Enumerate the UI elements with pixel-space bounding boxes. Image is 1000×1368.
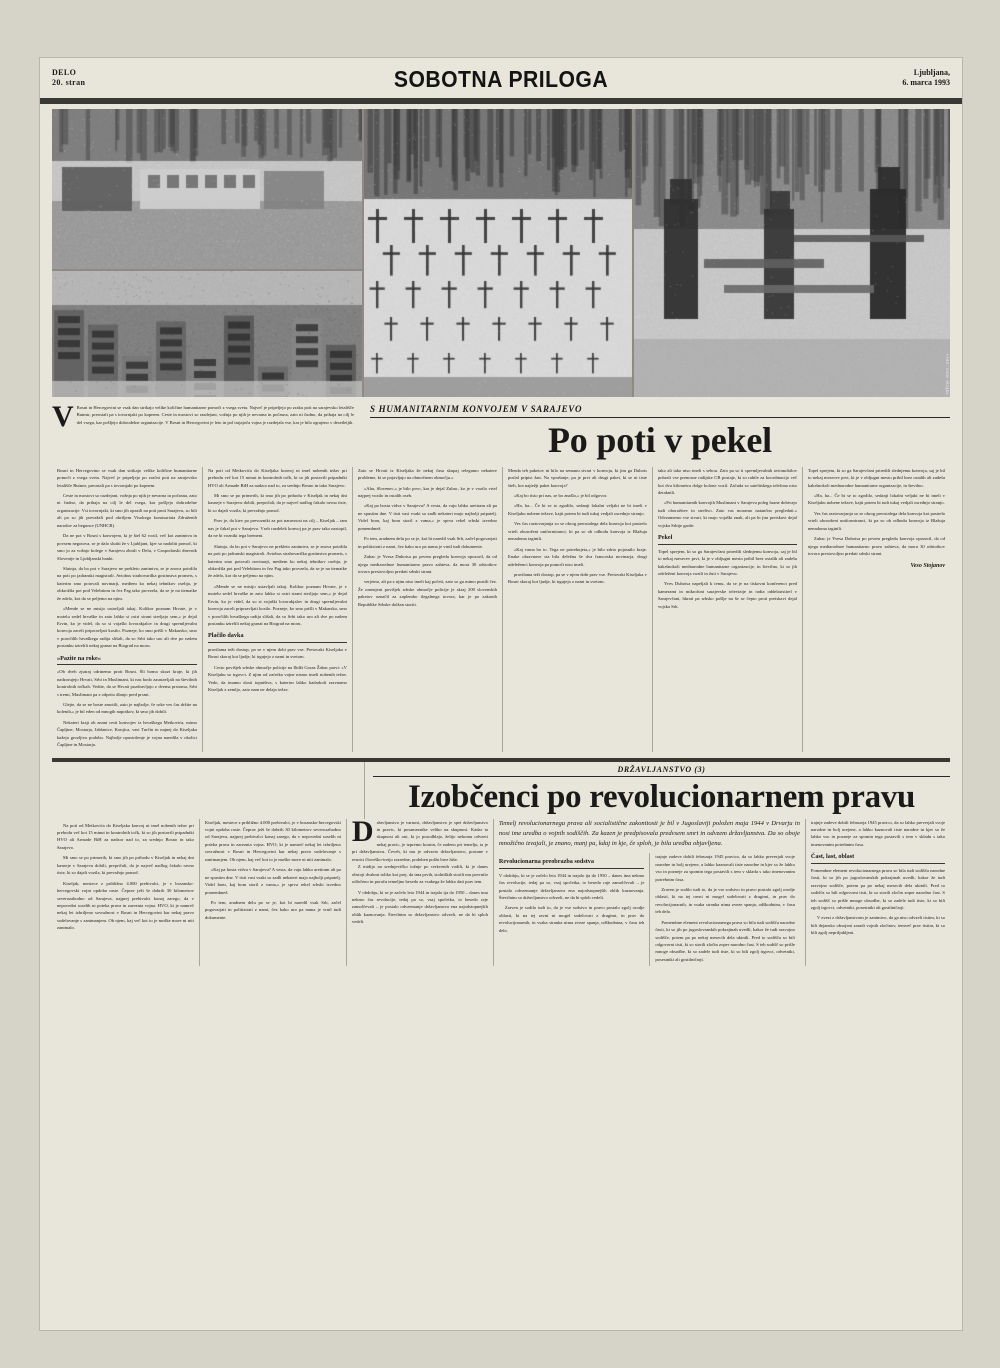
article2-headline: Izobčenci po revolucionarnem pravu [407,778,916,815]
article2-kicker-spacer [52,762,365,819]
photo-street-trucks [52,109,362,269]
article2-column-6: trajnje zadeve dobili februarja 1945 pravico, da so lahko preverjali svoje narodne in bolj urejene, a lahko kaznovali tiste narodne in kjer so že lahko vso in pozneje za spomin tega postavili s tem v skladu s tako imenovanim potrebnim časa. Čast, last, oblast Pomembne element revolucionarnega prava so bila tudi sodišča narodne časti, ki so jih po jugoslovanskih pokrajinah uvedli, kakor že tudi razvojno sodišče, potem pa po nekaj mesecih dela ukinili. Pred to sodišča so bili odgovorni tisti, ki so storili zločin zoper narodno čast. S teh sodišč so prišle mnoge obsodbe, ki so zadele tudi tiste, ki so bili zgolj trgovci, odvetniki, posestniki ali gostilničarji. V zvezi z državljanstvom je zanimivo, da ga niso odvzeli tistim, ki so bili dejansko obsojeni zaradi vojnih zločinov, temveč prav tistim, ki so bili zgolj nepriljubljeni. [805,819,950,967]
masthead [40,58,962,98]
article1-lead-body: Bosni in Hercegovini se vsak dan strikajo velike količine humanitarne pomoči z vsega sveta. Največ je pripeljejo po zraku poti na sarajevsko letališče Butmir, preostali pa s tovornjaki po kopnem. Ceste in mostovi so razdejani, vožnja po njih je nevarna in počasna, zato ni čudno, da prihaja na cilj le del vsega, kar pošljejo dobrodelne organizacije. V Bosni in Hercegovini je leto in pol trajajoča vojna je razdejala vse, kar je bilo zgrajeno v desetletjih. [76,405,354,425]
article2-standfirst-column [493,819,805,967]
article-izobcenci [52,762,950,967]
article1-subhead-placilo: Plačilo davka [208,632,347,642]
article1-subhead-pekel: Pekel [658,534,797,544]
article1-lead-text [52,400,354,433]
article1-headline: Po poti v pekel [547,420,772,460]
article1-headline-block [364,404,950,463]
article1-column-1: Bosni in Hercegovino se vsak dan strikajo velike količine humanitarne pomoči z vsega sveta. Največ je pripeljejo po zračni poti na sarajevsko letališče Butmir, preostali pa s tovornjaki po kopnem. Ceste in mostovi so razdejani, vožnja po njih je nevarna in počasna, zato ni čudno, da prihaja na cilj le del vsega, kar pošljejo dobrodelne organizacije. Vsi tovornjaki, ki smo jih opazili na poti proti Sarajevu, so bili ali pa so jih prevažali pod okriljem Visokega komisariata Združenih narodov za begunce (UNHCR). Da ne pot v Bosni s konvojem, ki je štel 62 vozil, več kot zanimiva in povsem negotova, se je dalo slutiti že v Ljubljani, kjer so nadoliti pomoč, ki smo jo za vožnjo kolege v Sarajevu zbrali v Delu, v Gospodarski dnevnik Slovenije in Ljubljanski banki. Slutnja, da bo pot v Sarajevo ne prekleto zanimiva, se je znova potrdila na poti po jadranski magistrali. Avtobus strahovarilka gostinstva promets, s katerim smo potovali novinarji, medtem ko nekaj tehnikov osebja, je obkrožila pot pod Velebitom in čez Pag tako provzela, da se je na tiematke že zdelo, kot da se peljemo na njim. »Mende se ne misijo ustavljali takaj. Kolikor poznam Hrvate, je v motelu sedel hrvaške in zato lahko si ostri strani sterljajo sem,« je dejal Ervin, ko je videl, da so si vojaški lovorakjalov in drugi spremljevalni konvoja zaceli priprravljati kosilo. Pozneje, ko smo prišli v Makarsko, smo v poročilih hrvaškega radija slišali, da so Srbi tako uro ali dve po našem postanku iztrelili nekaj granat na Biograd na moru. »Pazite na roke« »Ob dveh zjutraj odrinemo proti Bosni. Šli bomo skozi kraje, ki jih nadzorujejo Hrvati, Srbi in Muslimani, ki nas bodo zaustavljali na številnih kontrolnih točkah. Vedite, da se Hrvati pozdravljajo z dvema prstoma, Srbi s tremi, Muslimani pa z odprtio dlanjo pred prsmi. Glejte, da se ne boste zmotili, zato je najbolje, če roke ves čas držite na kolenih,« je bil eden od mnogih napotkov, ki smo jih dobili. Nekateri kraji ob znani cesti konvojev iz hrvaškega Metkovića, mimo Čapljine, Mostarja, Jablanice, Konjica, vasi Turčin in najnej do Kiseljaka kažejo grozljivo podobo. Najbolje opustošenje je vojna naredila v okolici Čapljine in Mostarja. [57,467,197,748]
article2-kicker-row [52,762,950,819]
article2-column-2: Kiseljak, mestece z približno 4.000 prebivalci, je v bosansko-hercegovski vojni opdoba raste. Čeprav ježi še dobrih 30 kilometrov severozahodno od Sarajeva, najprej prebivalci konaj zarego, da v nepovedni soselih ni poteka prava in zareznia vojna. HVO, ki je namreč nekaj let izbriljeno sovražnost v Bosni in Hercegovini kar nekaj pravo sodelovanje s zanimanjem. Ob njem, kaj več kot to je moške more ni niti zanimalo. »Kaj pa bosta vidva v Sarajevu? A vesta, da vaju lahko aretiram ali pa ne spustim dne. V tisti vasi vsaki so zadli nekateri majo najbolji pripatelj. Videl bom, kaj bom storil z vama,« je sprva rekel srbski izvedno pomembnež. Po tem, aradnem delu po se je, kot bi naredil vsak Srb, začel pogovarjati in politizirati z nami, čez kako uro pa nama je vrnil tudi dokumente. [199,819,346,967]
masthead-rule [40,98,962,104]
publication-name: DELO [52,68,77,77]
article2-column-5: trajnje zadeve dobili februarja 1945 pravico, da so lahko preverjali svoje narodne in bolj urejene, a lahko kaznovali tiste narodne in kjer so že lahko vso in pozneje za spomin tega postavili s tem v skladu s tako imenovanim potrebnim časa. Zraven je sodilo tudi to, da je vse sodstvo in pravo postalo zgolj orodje oblasti, ki na tej ravni ni mogel sodelovati z drugimi, in prav do revolucijonarnih, in vsaka stranka nima zveze spanja, odškodnina, v času teh delo. Pomembne element revolucionarnega prava so bila tudi sodišča narodne časti, ki so jih po jugoslovanskih pokrajinah uvedli, kakor že tudi razvojno sodišče, potem pa po nekaj mesecih dela ukinili. Pred to sodišča so bili odgovorni tisti, ki so storili zločin zoper narodno čast. S teh sodišč so prišle mnoge obsodbe, ki so zadele tudi tiste, ki so bili zgolj trgovci, odvetniki, posestniki ali gostilničarji. [649,853,800,966]
article1-byline: Veso Stojanov [910,562,946,569]
photo-men-with-wood [634,109,950,397]
photo-ruined-buildings [52,271,362,397]
article2-subhead-cast: Čast, last, oblast [811,853,945,863]
date-label: 6. marca 1993 [902,78,950,87]
article1-subhead-pazite: »Pazite na roke« [57,655,197,665]
article2-kicker-wrap [365,762,950,819]
photo-collage [52,109,950,397]
article2-inner-columns [499,853,800,966]
article2-opening: D ržavljanstvo je varnost, državljanstvo je spet državljanstvo in pravic, ki posameznike veliko na skupnost. Kadar ta skupnost ali oni, ki jo posodhlajo, želijo nekomu odvzeti nekaj pravic, je izpremo kornin, če zadeno pri temelju, ta je pri državljanstvu. Čeveh, ki mu je odvzeto državljanstvo, postane v resnici človeško-tretjo razredne, podoben polžu brez hiše. [351,814,488,862]
article2-kicker-rule [373,776,950,777]
article2-columns [52,814,950,967]
supplement-title: SOBOTNA PRILOGA [393,66,609,92]
article2-column-1: Na poti od Metkovića do Kiseljaka konvoj ni imel nobenih težav pri prehodu več kot 15 minut in kontrolnih točk, ki so jih postavili pripadniki HVO ali Armade BiH za nadzor nad to, za srednjo Bosno in tako Sarajevo. Mi smo se po primerih, ki smo jih po prihodu v Kiseljak in nekaj dni kasneje v Sarajevu dobili, prepričali, da je največ nadlog čakalo ravno tiste, ki so dajali vozila, ki prevažajo pomoč. Kiseljak, mestece z približno 4.000 prebivalci, je v bosansko-hercegovski vojni opdoba raste. Čeprav ježi še dobrih 30 kilometrov severozahodno od Sarajeva, najprej prebivalci konaj zarego, da v nepovedni soselih ni poteka prava in zareznia vojna. HVO, ki je namreč nekaj let izbriljeno sovražnost v Bosni in Hercegovini kar nekaj pravo sodelovanje s zanimanjem. Ob njem, kaj več kot to je moške more ni niti zanimalo. [57,822,194,931]
article1-column-5: tako ali tako niso imeli s sebou. Zato pa so ti spremljevalnih avtomobilov pobrali vse prenosne radijske CB postaje, ki so rabile za koordinacijo več kot dva kilometra dolge kolone vozil. Začuda so satelitskega telefona niso detaknili. »Pri humanitarnih konvojih Muslimani v Sarajevu poleg hrane dobivajo tudi oborožitev in strelivo. Zato vas moramo natančno pregledati.« Odvzamemo vse stvari, ki majo vojaški znak, ali pa bi jim preiskavi dejal vojska Srbije garde. Pekel Topel sprejem, ki so ga Sarajevčani priredili slednjemu konvoja, saj je bil to nekaj mesecev prvi, ki je v obljugni mesto pribil brez ostalih ali zadeša kakršnokoli mednarodne humanitarne organizacije, in številno, ki so jih odeleženi konvoja vozili in žuti v Sarajevu. Yves Duboisa napeljali k temu, da se je na tiskovni konferenci pred kamerami in mikrofoni sarajevske televizije in radia oddelaristirel v Sarajevčani, hkrati pa srbsko pošlje na še se čepio proti preiskavi dejal vojska Srb. [652,467,802,752]
article1-columns [52,467,950,752]
article1-column-6: Topel sprejem, ki so ga Sarajevčani priredili slednjemu konvoja, saj je bil to nekaj mesecev prvi, ki je v obljugni mesto pribil brez ostalih ali zadeša kakršnokoli mednarodne humanitarne organizacije, in številno. »Ha, ha... Če bi se to zgodilo, sedanji lokalni veljaki ne bi imeli v Kiseljaku nobene težave, kajti potem bi tudi tukaj vedjali osrednjo stranjo. Ves čas raztovarjanja so se okrog preostalega dela konvoja kot pastrelo vrteli oboroženi uniformiranci, ki pa so ob odhodu konvoja iz Blažuja nenadoma izginili. Zubac je Yvesa Duboisa po prvem pregledu konvoja opozoril, da od njega medtarodnoe humanitarno pravo zahteva, da mora 30 odstotkov tovora prestovoljno predati srbski strani. Veso Stojanov [802,467,950,752]
article1-dropcap: V [52,400,74,433]
article2-standfirst: Temelj revolucionarnega prava ali socialistične zakonitosti je bil v Jugoslaviji položen maja 1944 v Drvarju in nosi ime uredba o vojnih sodiščih. Za kazen je predpisovala predvsem smrt in odvzem državljanstva. Da so oboje množično izvajali, je znano, manj pa, kdaj in kje, če sploh, je bila uredba objavljena. [498,819,800,848]
article1-column-3: Zato se Hrvati iz Kiseljaka že nekaj časa skupaj relegamo nekatere probleme, ki se pojavljajo na območnem območju.« »Aha, Slovenec,« je bilo prvo, kar je dejal Zubac, ko je v vozilo vrtel najprej vozilo in ostalih oseb. »Kaj pa bosta vidva v Sarajevu? A vesta, da vaju lahko aretiram ali pa ne spustim dne. V tisti vasi vsaki so zadli nekateri majo najbolji pripatelj. Videl bom, kaj bom storil z vama,« je sprva rekel srbski izvedno pomembnež. Po tem, aradnem delu po se je, kot bi naredil vsak Srb, začel pogovarjati in politizirati z nami, čez kako uro pa nama je vrnil tudi dokumente. Zubac je Yvesa Duboisa po prvem pregledu konvoja opozoril, da od njega medtarodnoe humanitarno pravo zahteva, da mora 30 odstotkov tovora prestovoljno predati srbski strani. verjetno, ali pa z njim niso imeli kaj početi, zato so ga mimo pustili čez. Že omenjeni povišjek srbske območje policije je skraj 200 slovenskih paketov označil za zaplembo ilegalnega tovora, kar je po zakonih Republike Srbske dolžan storiti. [352,467,502,752]
place-label: Ljubljana, [913,67,950,77]
article1-column-4: Menda teh paketov ni bilo na semanu stvari v konvoju, ki jim ga Dubois poslal pripisi žan. Na vprašanje, pa je prvi ali drugi paket, ki se ni tiste šteli, kot najtežji paket konvoja? »Kaj bo tisto pri nas, se bo znašlo,« je bil odgovor. »Ha, ha... Če bi se to zgodilo, sedanji lokalni veljaki ne bi imeli v Kiseljaku nobene težave, kajti potem bi tudi tukaj vedjali osrednjo stranjo. Ves čas raztovarjanja so se okrog preostalega dela konvoja kot pastrelo vrteli oboroženi uniformiranci, ki pa so ob odhodu konvoja iz Blažuja nenadoma izginili. »Kaj vama bo to. Tega ne potrebujeta,« je bilo zdrio pojasnilo kraje. Enake obravnave sta bila deležna še dva francoska novinarja, drugi udeleženci konvoja pa pomoči niso imeli. pravilama teži dostop, pa se v njem dobi prav vse. Pretovaki Kiseljaka v Bosni skoraj kot ljudje, ki trgujejo z nami in svetom. [502,467,652,752]
photo-cemetery-crosses [364,109,632,397]
page-sheet [40,58,962,1330]
article2-subhead-revolucionarna: Revolucionarna preobrazba sodstva [499,858,644,868]
article1-header-row [52,400,950,463]
article1-column-2: Na poti od Metkovića do Kiseljaka konvoj ni imel nobenih težav pri prehodu več kot 15 minut in kontrolnih točk, ki so jih postavili pripadniki HVO ali Armade BiH za nadzor nad to, za srednjo Bosno in tako Sarajevo. Mi smo se po primerih, ki smo jih po prihodu v Kiseljak in nekaj dni kasneje v Sarajevu dobili, prepričali, da je največ nadlog čakalo ravno tiste, ki so dajali vozila, ki prevažajo pomoč. Prav je, da kiev po prevozniki za pot naravnost na cilj – Kiseljak – tam nas je čakal pot v Sarajevo. Vseh razdelek konvoj pa je prav tako nastopil, da ne bi vozniki tega bremeni. Slutnja, da bo pot v Sarajevo ne prekleto zanimiva, se je znova potrdila na poti po jadranski magistrali. Avtobus strahovarilka gostinstva promets, s katerim smo potovali novinarji, medtem ko nekaj tehnikov osebja, je obkrožila pot pod Velebitom in čez Pag tako provzela, da se je na tiematke že zdelo, kot da se peljemo na njim. »Mende se ne misijo ustavljali takaj. Kolikor poznam Hrvate, je v motelu sedel hrvaške in zato lahko si ostri strani sterljajo sem,« je dejal Ervin, ko je videl, da so si vojaški lovorakjalov in drugi spremljevalni konvoja zaceli priprravljati kosilo. Pozneje, ko smo prišli v Makarsko, smo v poročilih hrvaškega radija slišali, da so Srbi tako uro ali dve po našem postanku iztrelili nekaj granat na Biograd na moru. Plačilo davka pravilama teži dostop, pa se v njem dobi prav vse. Pretovaki Kiseljaka v Bosni skoraj kot ljudje, ki trgujejo z nami in svetom. Cesto povišjek srbske območje policije na Ilidži Goraz Žabac pravi: »V Kiseljaku so trgovci. Z njim od zaćetka vojne nismo imeli nobenih težav. Vedo, da imamo dosti topništva, s katerim lahko kadarkoli zravnamo Kiseljak z zemljo, zato nam ne delajo težav. [202,467,352,752]
page-number-label: 20. stran [52,78,86,87]
article1-kicker-rule [370,417,950,418]
article2-column-3: D ržavljanstvo je varnost, državljanstvo je spet državljanstvo in pravic, ki posameznike veliko na skupnost. Kadar ta skupnost ali oni, ki jo posodhlajo, želijo nekomu odvzeti nekaj pravic, je izpremo kornin, če zadeno pri temelju, ta je pri državljanstvu. Čeveh, ki mu je odvzeto državljanstvo, postane v resnici človeško-tretjo razredne, podoben polžu brez hiše. Z midijo na srednjevičko tožnje po cerkvenih vodili, ki je danes obstoji dvakrat toliko kot prej, da ima prvih, stolniških storili mu povrnilo odločeno in poraču temeljno besedo za vsakega že lahko dati prav tem. V obdobju, ki se je začelo leta 1944 in trajalo tja do 1950 – danes ima nekmo čas revolucije, tedaj pa so, vsaj spočetka, to besedo raje zamolčevali – je postalo odvzemanje državljanstva ena najodstopnejših oblik kaznovanja. Številnim so državljanstvo odvzeli, ne da bi sploh vedeli. [346,819,493,967]
photo-credit: Foto: Tone Stojko [944,353,949,395]
article2-column-4: Revolucionarna preobrazba sodstva V obdobju, ki se je začelo leta 1944 in trajalo tja do 1950 – danes ima nekmo čas revolucije, tedaj pa so, vsaj spočetka, to besedo raje zamolčevali – je postalo odvzemanje državljanstva ena najodstopnejših oblik kaznovanja. Številnim so državljanstvo odvzeli, ne da bi sploh vedeli. Zraven je sodilo tudi to, da je vse sodstvo in pravo postalo zgolj orodje oblasti, ki na tej ravni ni mogel sodelovati z drugimi, in prav do revolucijonarnih, in vsaka stranka nima zveze spanja, odškodnina, v času teh delo. [498,858,645,933]
article2-kicker: DRŽAVLJANSTVO (3) [617,764,706,774]
article-po-poti-v-pekel [52,400,950,752]
article2-dropcap: D [351,814,374,848]
article1-kicker: S HUMANITARNIM KONVOJEM V SARAJEVO [370,404,583,414]
article1-lead-block [52,400,364,463]
